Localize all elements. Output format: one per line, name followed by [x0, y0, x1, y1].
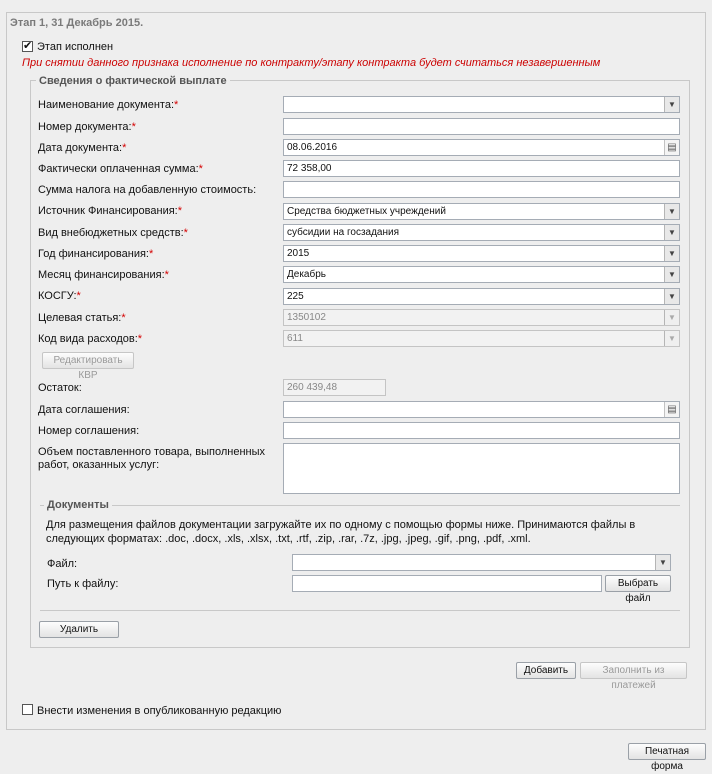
paid-sum-input[interactable]: 72 358,00: [283, 160, 680, 177]
calendar-icon[interactable]: ▤: [664, 140, 679, 155]
agreement-number-label: Номер соглашения:: [38, 425, 140, 437]
volume-textarea[interactable]: [283, 443, 680, 494]
chevron-down-icon[interactable]: ▼: [664, 204, 679, 219]
stage-legend: Этап 1, 31 Декабрь 2015.: [10, 17, 144, 29]
stage-warning-text: При снятии данного признака исполнение по контракту/этапу контракта будет считаться незавершенным: [22, 57, 601, 69]
target-item-select: 1350102 ▼: [283, 309, 680, 326]
doc-number-label: Номер документа:*: [38, 121, 136, 133]
doc-date-label: Дата документа:*: [38, 142, 127, 154]
funding-source-select[interactable]: Средства бюджетных учреждений ▼: [283, 203, 680, 220]
add-button[interactable]: Добавить: [516, 662, 576, 679]
vat-sum-label: Сумма налога на добавленную стоимость:: [38, 184, 257, 196]
chevron-down-icon[interactable]: ▼: [664, 289, 679, 304]
file-path-input[interactable]: [292, 575, 602, 592]
target-item-label: Целевая статья:*: [38, 312, 126, 324]
print-form-button[interactable]: Печатная форма: [628, 743, 706, 760]
expense-code-label: Код вида расходов:*: [38, 333, 143, 345]
fill-from-payments-button[interactable]: Заполнить из платежей: [580, 662, 687, 679]
file-label: Файл:: [47, 558, 78, 570]
extrabudget-type-label: Вид внебюджетных средств:*: [38, 227, 188, 239]
calendar-icon[interactable]: ▤: [664, 402, 679, 417]
chevron-down-icon[interactable]: ▼: [664, 97, 679, 112]
funding-year-label: Год финансирования:*: [38, 248, 154, 260]
doc-number-input[interactable]: [283, 118, 680, 135]
choose-file-button[interactable]: Выбрать файл: [605, 575, 671, 592]
volume-label: Объем поставленного товара, выполненных работ, оказанных услуг:: [38, 446, 266, 471]
remainder-label: Остаток:: [38, 382, 82, 394]
chevron-down-icon[interactable]: ▼: [664, 246, 679, 261]
agreement-date-input[interactable]: [283, 401, 680, 418]
chevron-down-icon[interactable]: ▼: [655, 555, 670, 570]
edit-kvr-button[interactable]: Редактировать КВР: [42, 352, 134, 369]
doc-name-label: Наименование документа:*: [38, 99, 179, 111]
chevron-down-icon: ▼: [664, 331, 679, 346]
funding-source-label: Источник Финансирования:*: [38, 205, 183, 217]
expense-code-select: 611 ▼: [283, 330, 680, 347]
funding-year-select[interactable]: 2015 ▼: [283, 245, 680, 262]
documents-note: Для размещения файлов документации загружайте их по одному с помощью формы ниже. Принимаются файлы в следующих форматах: .doc, .docx, .xls, .xlsx, .txt, .rtf, .zip, .rar, .7z, .jpg, .jpeg, .gif, .png, .pdf, .xml.: [46, 519, 636, 545]
documents-separator: [40, 610, 680, 611]
payment-legend: Сведения о фактической выплате: [36, 75, 230, 87]
extrabudget-type-select[interactable]: субсидии на госзадания ▼: [283, 224, 680, 241]
file-select[interactable]: [292, 554, 671, 571]
vat-sum-input[interactable]: [283, 181, 680, 198]
funding-month-label: Месяц финансирования:*: [38, 269, 169, 281]
kosgu-select[interactable]: 225 ▼: [283, 288, 680, 305]
agreement-number-input[interactable]: [283, 422, 680, 439]
stage-completed-checkbox[interactable]: [22, 41, 33, 52]
chevron-down-icon: ▼: [664, 310, 679, 325]
documents-legend: Документы: [44, 499, 112, 511]
remainder-input: 260 439,48: [283, 379, 386, 396]
agreement-date-label: Дата соглашения:: [38, 404, 130, 416]
stage-completed-label: Этап исполнен: [37, 41, 114, 53]
publish-changes-checkbox[interactable]: [22, 704, 33, 715]
kosgu-label: КОСГУ:*: [38, 290, 81, 302]
publish-changes-label: Внести изменения в опубликованную редакцию: [37, 705, 282, 717]
delete-button[interactable]: Удалить: [39, 621, 119, 638]
doc-name-select[interactable]: [283, 96, 680, 113]
file-path-label: Путь к файлу:: [47, 578, 119, 590]
chevron-down-icon[interactable]: ▼: [664, 267, 679, 282]
paid-sum-label: Фактически оплаченная сумма:*: [38, 163, 203, 175]
funding-month-select[interactable]: Декабрь ▼: [283, 266, 680, 283]
chevron-down-icon[interactable]: ▼: [664, 225, 679, 240]
doc-date-input[interactable]: 08.06.2016 ▤: [283, 139, 680, 156]
